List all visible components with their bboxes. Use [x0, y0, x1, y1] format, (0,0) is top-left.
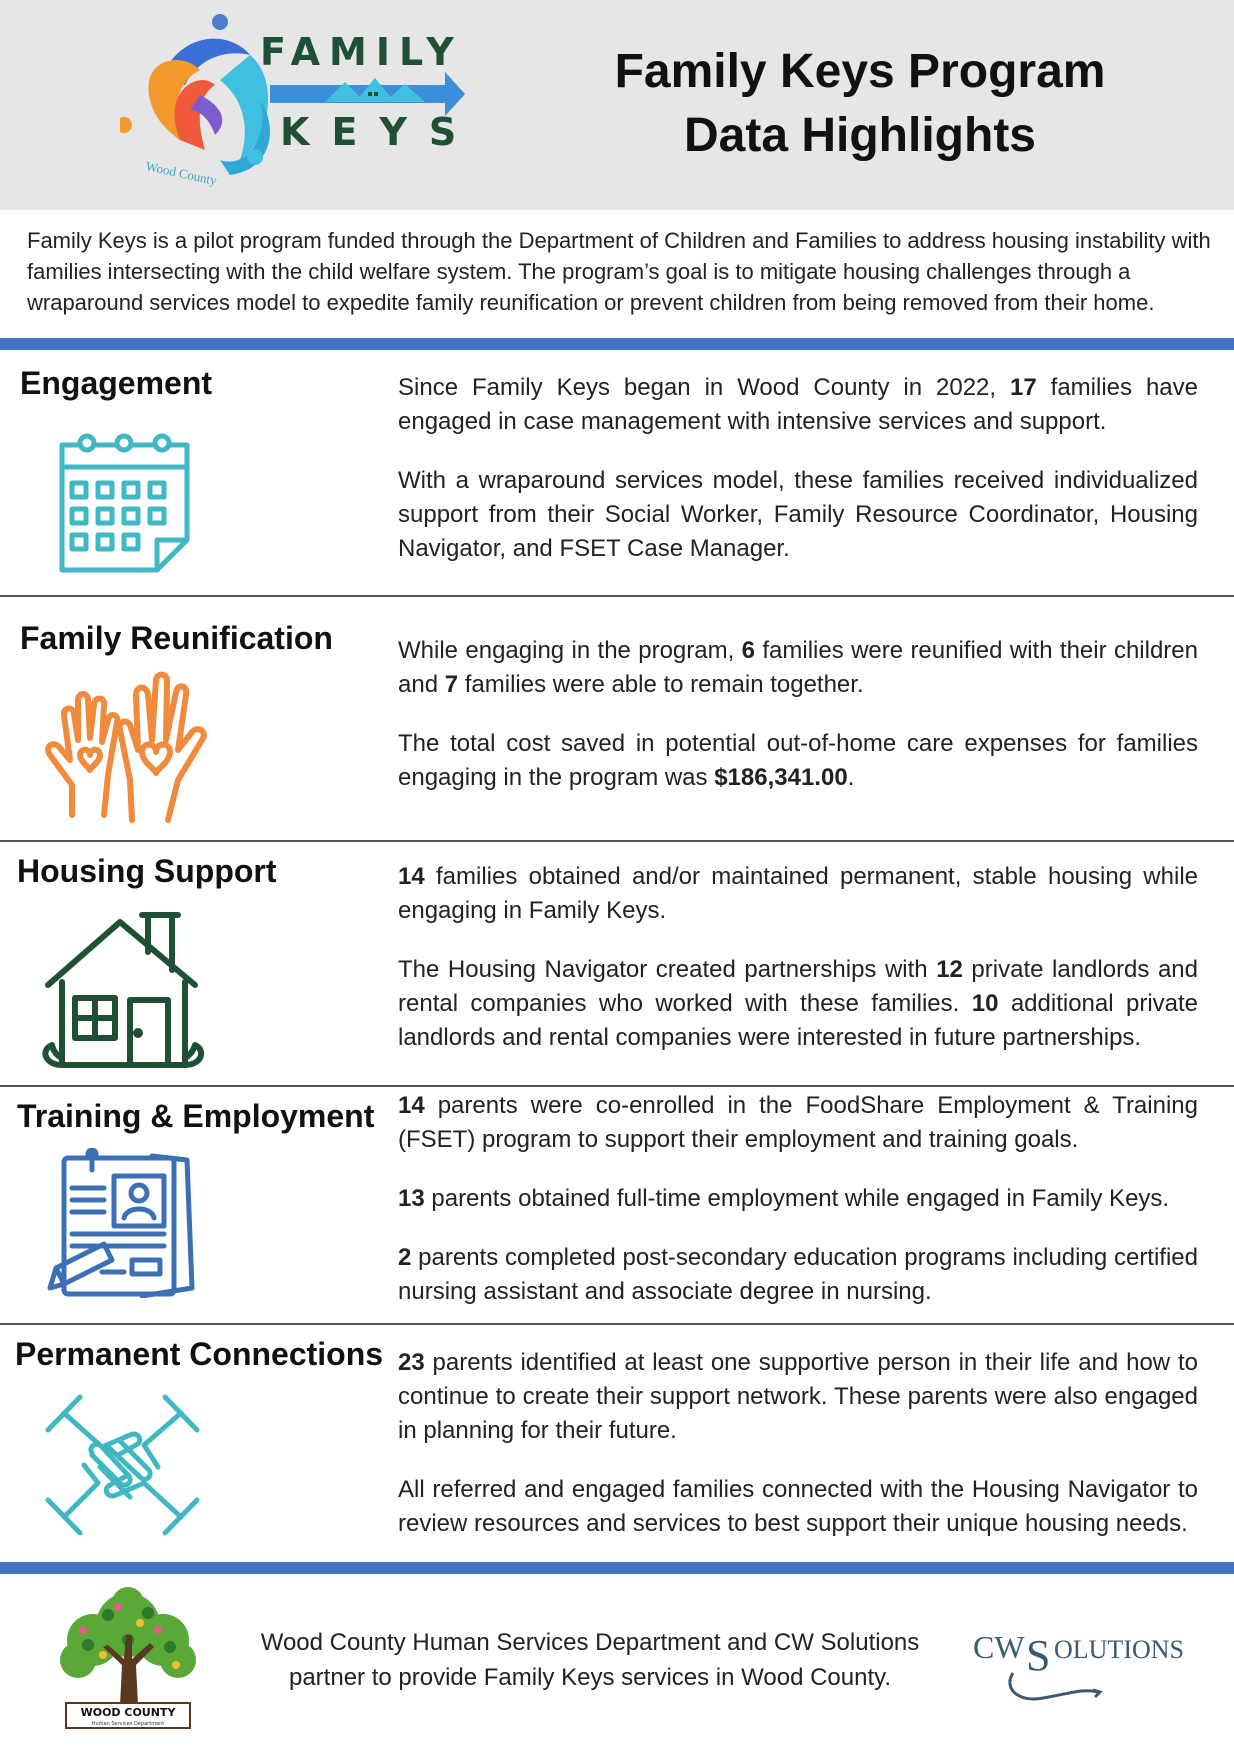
- wood-county-logo: [48, 1585, 208, 1730]
- cost-saved-value: $186,341.00: [714, 764, 848, 791]
- housing-paragraph-2: [398, 953, 1198, 1055]
- bottom-accent-bar: [0, 1562, 1234, 1574]
- training-title: Training & Employment: [17, 1098, 375, 1134]
- connections-title: Permanent Connections: [15, 1336, 384, 1372]
- reunification-text: [398, 634, 1198, 820]
- footer-line-1: Wood County Human Services Department and CW Solutions: [260, 1629, 920, 1656]
- cw-solutions-logo: [968, 1618, 1188, 1708]
- header: [0, 0, 1234, 210]
- training-text: [398, 1089, 1198, 1334]
- parents-support-count: 23: [398, 1349, 425, 1376]
- parents-enrolled-count: 14: [398, 1092, 425, 1119]
- top-accent-bar: [0, 338, 1234, 350]
- text-span: The Housing Navigator created partnerships with: [398, 956, 937, 983]
- landlords-count: 12: [936, 956, 963, 983]
- text-span: families were reunified with their children and: [398, 637, 1198, 698]
- reunification-paragraph-2: [398, 727, 1198, 795]
- footer-text: [240, 1625, 940, 1695]
- housing-title: Housing Support: [17, 853, 277, 889]
- section-divider: [0, 595, 1234, 597]
- families-housed-count: 14: [398, 863, 425, 890]
- logo-keys-text: KEYS: [280, 110, 479, 154]
- wood-county-logo-text: WOOD COUNTY: [80, 1706, 176, 1719]
- text-span: Since Family Keys began in Wood County in 2022,: [398, 374, 1011, 401]
- connections-text: [398, 1346, 1198, 1566]
- section-divider: [0, 1085, 1234, 1087]
- engagement-paragraph-1: [398, 371, 1198, 439]
- cw-logo-s: S: [1026, 1631, 1051, 1680]
- text-span: additional private landlords and rental companies were interested in future partnerships.: [398, 990, 1199, 1051]
- joined-hands-icon: [40, 1385, 205, 1545]
- text-span: private landlords and rental companies who worked with these families.: [398, 956, 1198, 1017]
- hands-heart-icon: [42, 670, 212, 830]
- calendar-icon: [52, 425, 197, 577]
- families-reunified-count: 6: [741, 637, 755, 664]
- family-keys-logo: [120, 10, 520, 205]
- resume-document-icon: [42, 1148, 202, 1298]
- training-paragraph-3: [398, 1241, 1198, 1309]
- training-paragraph-1: [398, 1089, 1198, 1157]
- engagement-paragraph-2: With a wraparound services model, these families received individualized support from their Social Worker, Family Resource Coordinator, Housing Navigator, and FSET Case Manager.: [398, 467, 1198, 562]
- parents-employed-count: 13: [398, 1185, 425, 1212]
- text-span: parents identified at least one supportive person in their life and how to continue to create their support network. These parents were also engaged in planning for their future.: [398, 1349, 1198, 1444]
- cw-logo-solutions: OLUTIONS: [1054, 1635, 1184, 1664]
- text-span: parents were co-enrolled in the FoodShare Employment & Training (FSET) program to support their employment and training goals.: [398, 1092, 1198, 1153]
- intro-paragraph: Family Keys is a pilot program funded through the Department of Children and Families to address housing instability with families intersecting with the child welfare system. The program’s goal is to mitigate housing challenges through a wraparound services model to expedite family reunification or prevent children from being removed from their home.: [27, 228, 1211, 315]
- housing-text: [398, 860, 1198, 1080]
- page-title: [600, 40, 1120, 168]
- title-line-2: Data Highlights: [683, 109, 1036, 162]
- text-span: families have engaged in case management with intensive services and support.: [398, 374, 1199, 435]
- families-together-count: 7: [444, 671, 459, 698]
- connections-paragraph-2: All referred and engaged families connected with the Housing Navigator to review resources and services to best support their unique housing needs.: [398, 1476, 1198, 1537]
- wood-county-logo-sub: Human Services Department: [91, 1721, 165, 1727]
- house-icon: [40, 910, 210, 1070]
- parents-education-count: 2: [398, 1244, 412, 1271]
- additional-landlords-count: 10: [971, 990, 999, 1017]
- cw-logo-text: CW: [973, 1629, 1025, 1665]
- training-paragraph-2: [398, 1182, 1198, 1216]
- title-line-1: Family Keys Program: [614, 45, 1106, 98]
- reunification-title: Family Reunification: [20, 620, 333, 656]
- housing-paragraph-1: [398, 860, 1198, 928]
- text-span: parents completed post-secondary education programs including certified nursing assistant and associate degree in nursing.: [398, 1244, 1198, 1305]
- section-divider: [0, 840, 1234, 842]
- logo-sub-text: Wood County: [144, 158, 219, 188]
- text-span: While engaging in the program,: [398, 637, 742, 664]
- section-divider: [0, 1323, 1234, 1325]
- text-span: families obtained and/or maintained permanent, stable housing while engaging in Family Keys.: [398, 863, 1198, 924]
- text-span: The total cost saved in potential out-of-home care expenses for families engaging in the program was: [398, 730, 1198, 791]
- engagement-title: Engagement: [20, 365, 213, 401]
- logo-family-text: FAMILY: [260, 30, 463, 74]
- text-span: parents obtained full-time employment while engaged in Family Keys.: [424, 1185, 1170, 1212]
- families-engaged-count: 17: [1010, 374, 1037, 401]
- text-span: families were able to remain together.: [458, 671, 864, 698]
- text-span: .: [847, 764, 855, 791]
- footer-line-2: partner to provide Family Keys services in Wood County.: [288, 1664, 892, 1691]
- connections-paragraph-1: [398, 1346, 1198, 1448]
- reunification-paragraph-1: [398, 634, 1198, 702]
- engagement-text: [398, 371, 1198, 591]
